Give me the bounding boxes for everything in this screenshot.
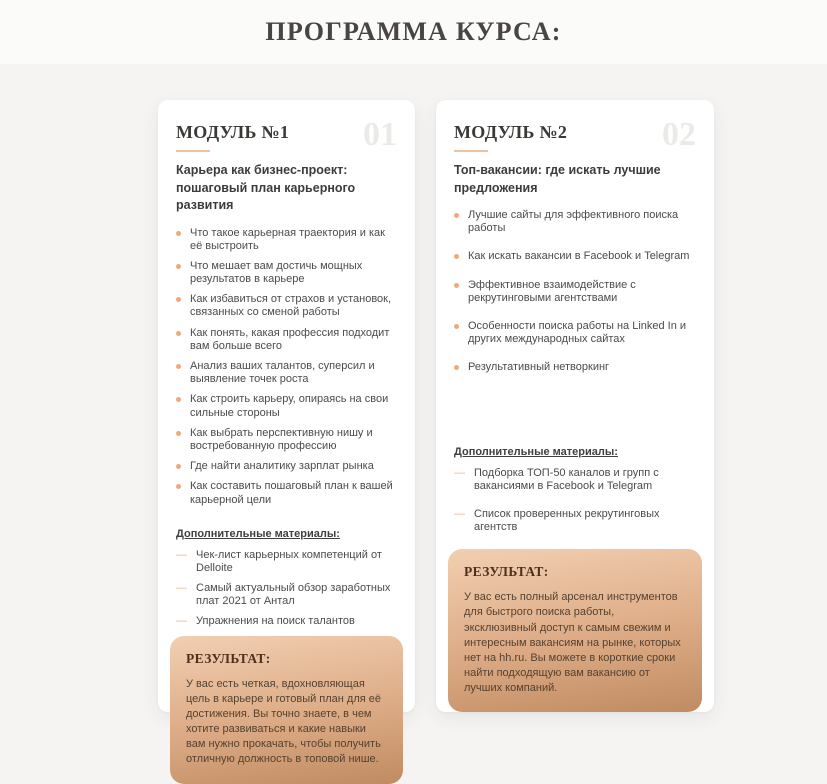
topic-text: Как избавиться от страхов и установок, связанных со сменой работы: [190, 293, 392, 319]
topic-item: [176, 427, 397, 453]
topic-text: Как понять, какая профессия подходит вам больше всего: [190, 326, 390, 352]
modules-container: [158, 100, 714, 766]
page-header: [0, 0, 827, 64]
topic-item: [454, 279, 696, 305]
bullet-icon: [176, 397, 181, 402]
extra-item: [454, 467, 696, 493]
module-1-title-block: [176, 116, 289, 152]
bullet-icon: [176, 464, 181, 469]
bullet-icon: [454, 254, 459, 259]
bullet-icon: [176, 484, 181, 489]
page-title: ПРОГРАММА КУРСА:: [265, 17, 562, 46]
module-1-number: 01: [363, 116, 397, 153]
extra-item: [176, 615, 397, 628]
extra-text: Чек-лист карьерных компетенций от Delloite: [196, 548, 382, 574]
result-text: У вас есть полный арсенал инструментов для быстрого поиска работы, эксклюзивный доступ к самым свежим и интересным вакансиям на рынке, которых нет на hh.ru. Вы можете в короткие сроки найти подходящую вам вакансию от лучших компаний.: [464, 591, 681, 695]
module-2-title-block: [454, 116, 567, 152]
module-1-topic-list: [176, 227, 397, 514]
topic-item: [176, 460, 397, 473]
dash-icon: —: [454, 466, 465, 479]
module-card-1: [158, 100, 415, 766]
result-heading: РЕЗУЛЬТАТ:: [186, 650, 271, 666]
extras-heading: Дополнительные материалы:: [176, 527, 340, 540]
dash-icon: —: [176, 582, 187, 595]
dash-icon: —: [454, 507, 465, 520]
accent-underline: [454, 150, 488, 152]
topic-text: Что такое карьерная траектория и как её выстроить: [190, 226, 385, 252]
module-1-header: [176, 116, 397, 152]
topic-text: Где найти аналитику зарплат рынка: [190, 460, 374, 473]
accent-underline: [176, 150, 210, 152]
topic-text: Что мешает вам достичь мощных результатов в карьере: [190, 259, 363, 286]
topic-item: [176, 327, 397, 353]
topic-text: Результативный нетворкинг: [468, 361, 610, 374]
topic-item: [176, 260, 397, 286]
result-heading: РЕЗУЛЬТАТ:: [464, 564, 549, 580]
bullet-icon: [176, 364, 181, 369]
bullet-icon: [454, 213, 459, 218]
bullet-icon: [454, 365, 459, 370]
extra-text: Список проверенных рекрутинговых агентств: [474, 507, 660, 534]
extra-item: [454, 508, 696, 534]
module-1-subtitle: Карьера как бизнес-проект: пошаговый план карьерного развития: [176, 163, 356, 212]
extra-item: [176, 549, 397, 575]
topic-item: [454, 250, 696, 263]
bullet-icon: [176, 264, 181, 269]
extras-heading: Дополнительные материалы:: [454, 445, 618, 458]
topic-text: Как искать вакансии в Facebook и Telegram: [468, 250, 690, 263]
topic-item: [176, 227, 397, 253]
bullet-icon: [454, 283, 459, 288]
topic-text: Как выбрать перспективную нишу и востребованную профессию: [190, 426, 373, 452]
bullet-icon: [176, 331, 181, 336]
topic-text: Особенности поиска работы на Linked In и других международных сайтах: [468, 319, 687, 346]
module-2-header: [454, 116, 696, 152]
module-2-result-box: [448, 549, 702, 712]
topic-item: [176, 360, 397, 386]
bullet-icon: [176, 231, 181, 236]
module-2-title: МОДУЛЬ №2: [454, 122, 568, 142]
bullet-icon: [176, 297, 181, 302]
bullet-icon: [454, 324, 459, 329]
topic-item: [454, 320, 696, 346]
topic-text: Как строить карьеру, опираясь на свои сильные стороны: [190, 393, 389, 419]
topic-text: Эффективное взаимодействие с рекрутинговыми агентствами: [468, 278, 636, 304]
dash-icon: —: [176, 548, 187, 561]
topic-text: Анализ ваших талантов, суперсил и выявление точек роста: [190, 360, 375, 386]
topic-item: [176, 293, 397, 319]
module-2-number: 02: [662, 116, 696, 153]
extra-text: Упражнения на поиск талантов: [196, 615, 355, 628]
module-2-extras-list: [454, 467, 696, 550]
extra-text: Самый актуальный обзор заработных плат 2021 от Антал: [196, 582, 391, 608]
topic-item: [454, 361, 696, 374]
extra-text: Подборка ТОП-50 каналов и групп с вакансиями в Facebook и Telegram: [474, 466, 659, 492]
topic-item: [454, 209, 696, 235]
module-2-topic-list: [454, 209, 696, 390]
bullet-icon: [176, 431, 181, 436]
module-card-2: [436, 100, 714, 712]
dash-icon: —: [176, 615, 187, 628]
topic-item: [176, 393, 397, 419]
module-1-extras-list: [176, 549, 397, 636]
module-1-title: МОДУЛЬ №1: [176, 122, 290, 142]
topic-text: Как составить пошаговый план к вашей карьерной цели: [190, 480, 393, 506]
extra-item: [176, 582, 397, 608]
module-1-result-box: [170, 636, 403, 784]
module-2-subtitle: Топ-вакансии: где искать лучшие предложения: [454, 163, 661, 195]
topic-text: Лучшие сайты для эффективного поиска работы: [468, 209, 679, 235]
topic-item: [176, 480, 397, 506]
result-text: У вас есть четкая, вдохновляющая цель в карьере и готовый план для её достижения. Вы точно знаете, в чем хотите развиваться и какие навыки вам нужно прокачать, чтобы получить отличную должность в топовой нише.: [186, 677, 382, 766]
